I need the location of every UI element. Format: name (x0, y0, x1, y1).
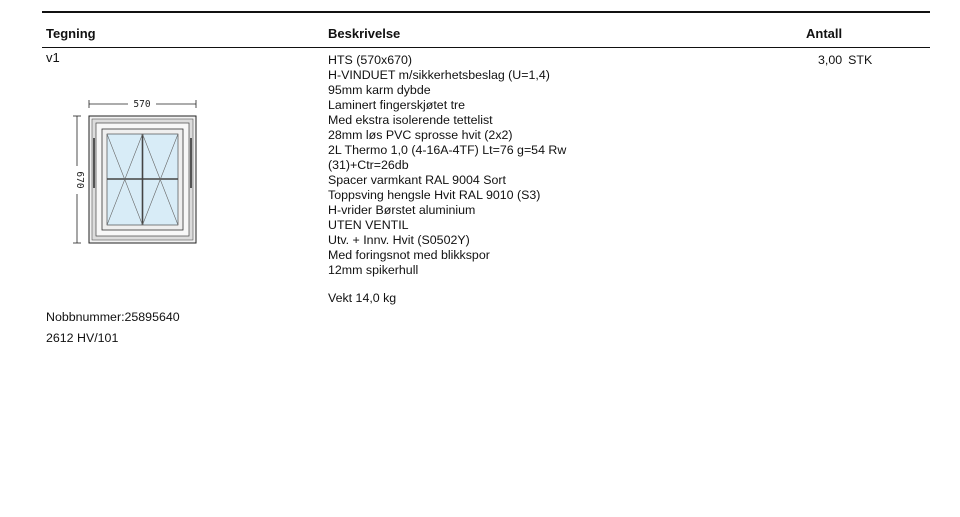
description-line: 2L Thermo 1,0 (4-16A-4TF) Lt=76 g=54 Rw (328, 143, 567, 157)
description-line: HTS (570x670) (328, 53, 413, 67)
description-line: Med ekstra isolerende tettelist (328, 113, 493, 127)
column-header-drawing: Tegning (46, 26, 96, 41)
window-drawing (72, 96, 204, 248)
height-dimension-label: 670 (74, 171, 85, 189)
description-line: Utv. + Innv. Hvit (S0502Y) (328, 233, 470, 247)
table-top-rule (42, 11, 930, 13)
item-weight: Vekt 14,0 kg (328, 291, 397, 305)
item-description (328, 53, 566, 278)
width-dimension-label: 570 (133, 99, 151, 110)
description-line: H-vrider Børstet aluminium (328, 203, 476, 217)
quantity-unit: STK (848, 53, 873, 67)
description-line: (31)+Ctr=26db (328, 158, 409, 172)
description-line: 28mm løs PVC sprosse hvit (2x2) (328, 128, 513, 142)
description-line: UTEN VENTIL (328, 218, 409, 232)
height-dimension (72, 116, 85, 243)
header-underline-rule (42, 47, 930, 48)
description-line: 95mm karm dybde (328, 83, 431, 97)
description-line: Spacer varmkant RAL 9004 Sort (328, 173, 506, 187)
width-dimension (89, 98, 196, 110)
description-line: Med foringsnot med blikkspor (328, 248, 490, 262)
item-quantity (818, 53, 872, 67)
window-drawing-svg (72, 96, 204, 248)
description-line: H-VINDUET m/sikkerhetsbeslag (U=1,4) (328, 68, 550, 82)
column-header-quantity: Antall (806, 26, 843, 41)
description-line: Laminert fingerskjøtet tre (328, 98, 466, 112)
nobb-number: Nobbnummer:25895640 (46, 310, 180, 324)
column-header-description: Beskrivelse (328, 26, 401, 41)
item-reference: 2612 HV/101 (46, 331, 119, 345)
quantity-value: 3,00 (818, 53, 843, 67)
description-line: Toppsving hengsle Hvit RAL 9010 (S3) (328, 188, 541, 202)
position-label: v1 (46, 50, 60, 65)
description-line: 12mm spikerhull (328, 263, 419, 277)
